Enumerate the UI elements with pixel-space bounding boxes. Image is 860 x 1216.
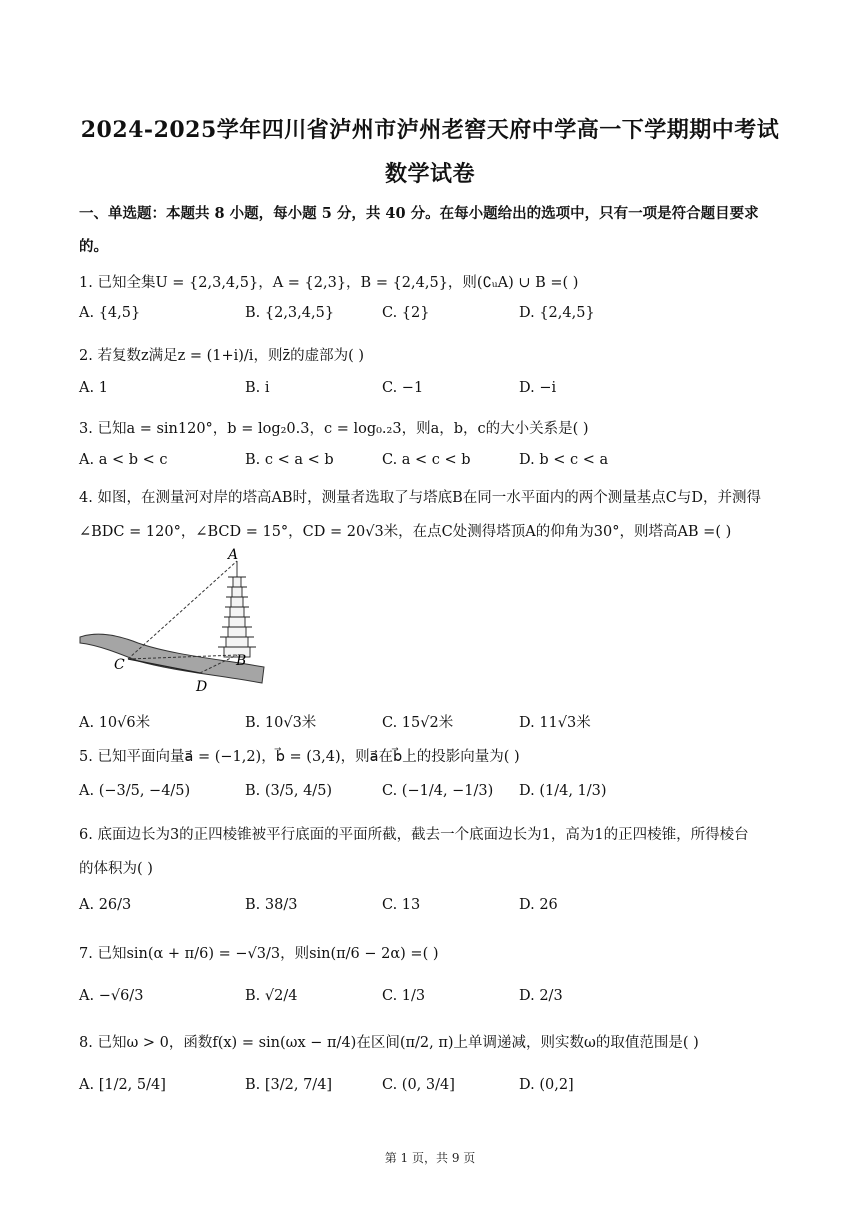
exam-title: 2024-2025学年四川省泸州市泸州老窖天府中学高一下学期期中考试: [80, 117, 780, 143]
q5-option-a: A. (−3/5, −4/5): [79, 783, 191, 799]
question-3-stem: 3. 已知a = sin120°，b = log₂0.3，c = log₀.₂3，则a，b，c的大小关系是( ): [79, 421, 589, 437]
label-b: B: [236, 653, 247, 669]
q2-option-b: B. i: [245, 380, 270, 396]
q7-option-d: D. 2/3: [519, 988, 563, 1004]
q3-option-d: D. b < c < a: [519, 452, 609, 468]
q8-option-b: B. [3/2, 7/4]: [245, 1077, 333, 1093]
q8-option-d: D. (0,2]: [519, 1077, 574, 1093]
q4-option-b: B. 10√3米: [245, 715, 317, 731]
question-5-stem: 5. 已知平面向量a⃗ = (−1,2)，b⃗ = (3,4)，则a⃗在b⃗上的投影向量为( ): [79, 749, 520, 765]
q7-option-a: A. −√6/3: [79, 988, 144, 1004]
q6-option-c: C. 13: [382, 897, 421, 913]
q1-option-d: D. {2,4,5}: [519, 305, 595, 321]
label-c: C: [114, 657, 125, 673]
q8-option-a: A. [1/2, 5/4]: [79, 1077, 166, 1093]
question-8-stem: 8. 已知ω > 0，函数f(x) = sin(ωx − π/4)在区间(π/2, π)上单调递减，则实数ω的取值范围是( ): [79, 1035, 699, 1051]
q5-option-d: D. (1/4, 1/3): [519, 783, 607, 799]
question-4-stem: 4. 如图，在测量河对岸的塔高AB时，测量者选取了与塔底B在同一水平面内的两个测量基点C与D，并测得: [79, 490, 761, 506]
q6-option-d: D. 26: [519, 897, 558, 913]
page-footer: 第 1 页，共 9 页: [384, 1151, 476, 1165]
q5-option-c: C. (−1/4, −1/3): [382, 783, 494, 799]
q3-option-a: A. a < b < c: [79, 452, 168, 468]
q3-option-b: B. c < a < b: [245, 452, 334, 468]
question-2-stem: 2. 若复数z满足z = (1+i)/i，则z̄的虚部为( ): [79, 348, 365, 364]
q4-option-a: A. 10√6米: [79, 715, 151, 731]
q4-option-d: D. 11√3米: [519, 715, 591, 731]
question-4-stem-cont: ∠BDC = 120°，∠BCD = 15°，CD = 20√3米，在点C处测得塔顶A的仰角为30°，则塔高AB =( ): [79, 524, 732, 540]
q8-option-c: C. (0, 3/4]: [382, 1077, 455, 1093]
section-heading: 一、单选题：本题共 8 小题，每小题 5 分，共 40 分。在每小题给出的选项中，只有一项是符合题目要求: [79, 205, 759, 222]
q2-option-a: A. 1: [79, 380, 108, 396]
q6-option-a: A. 26/3: [79, 897, 132, 913]
q1-option-c: C. {2}: [382, 305, 430, 321]
q5-option-b: B. (3/5, 4/5): [245, 783, 333, 799]
label-a: A: [228, 547, 239, 563]
q7-option-b: B. √2/4: [245, 988, 298, 1004]
question-6-stem-cont: 的体积为( ): [79, 861, 153, 877]
exam-subtitle: 数学试卷: [384, 161, 475, 187]
q1-option-a: A. {4,5}: [79, 305, 141, 321]
question-7-stem: 7. 已知sin(α + π/6) = −√3/3，则sin(π/6 − 2α) =( ): [79, 946, 439, 962]
pagoda-river-figure: [78, 547, 268, 695]
q2-option-d: D. −i: [519, 380, 557, 396]
q3-option-c: C. a < c < b: [382, 452, 471, 468]
q6-option-b: B. 38/3: [245, 897, 298, 913]
q4-option-c: C. 15√2米: [382, 715, 454, 731]
label-d: D: [196, 679, 208, 695]
q2-option-c: C. −1: [382, 380, 424, 396]
question-6-stem: 6. 底面边长为3的正四棱锥被平行底面的平面所截，截去一个底面边长为1，高为1的正四棱锥，所得棱台: [79, 827, 749, 843]
pagoda-drawing: [218, 561, 256, 657]
q1-option-b: B. {2,3,4,5}: [245, 305, 335, 321]
section-heading-cont: 的。: [79, 238, 108, 255]
question-1-stem: 1. 已知全集U = {2,3,4,5}，A = {2,3}，B = {2,4,5}，则(∁ᵤA) ∪ B =( ): [79, 275, 579, 291]
q7-option-c: C. 1/3: [382, 988, 426, 1004]
